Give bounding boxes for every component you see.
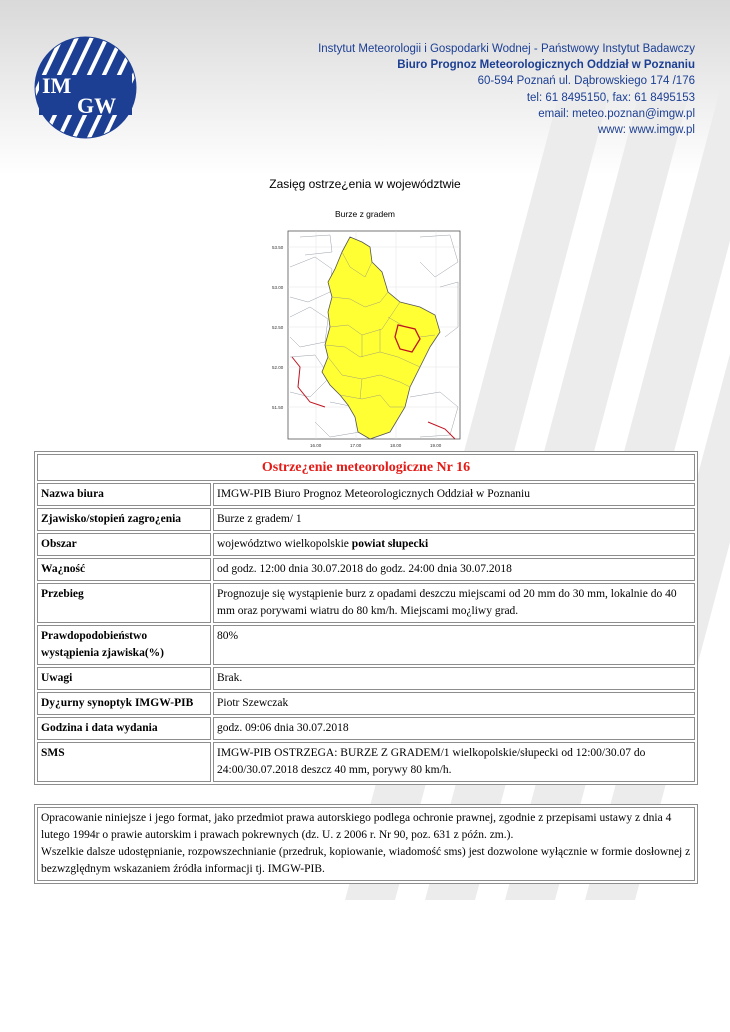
row-label: Nazwa biura <box>37 483 211 506</box>
row-label: SMS <box>37 742 211 782</box>
row-value: od godz. 12:00 dnia 30.07.2018 do godz. 24:00 dnia 30.07.2018 <box>213 558 695 581</box>
row-value: 80% <box>213 625 695 665</box>
office-name: Biuro Prognoz Meteorologicznych Oddział w Poznaniu <box>397 59 695 72</box>
imgw-logo <box>33 35 138 140</box>
row-label: Uwagi <box>37 667 211 690</box>
address: 60-594 Poznań ul. Dąbrowskiego 174 /176 <box>477 75 695 88</box>
institute-info <box>318 41 695 138</box>
lon-label: 17.00 <box>350 443 362 447</box>
copyright-text: Opracowanie niniejsze i jego format, jako przedmiot prawa autorskiego podlega ochronie prawnej, zgodnie z przepisami ustawy z dnia 4 lutego 1994r o prawie autorskim i prawach pokrewnych (dz. U. z 2006 r. Nr 90, poz. 631 z późn. zm.). <box>41 812 672 841</box>
map-figure <box>270 207 470 447</box>
row-value: IMGW-PIB OSTRZEGA: BURZE Z GRADEM/1 wielkopolskie/słupecki od 12:00/30.07 do 24:00/30.07.2018 deszcz 40 mm, porywy 80 km/h. <box>213 742 695 782</box>
row-label: Dy¿urny synoptyk IMGW-PIB <box>37 692 211 715</box>
row-value <box>213 533 695 556</box>
redistribution-text: Wszelkie dalsze udostępnianie, rozpowszechnianie (przedruk, kopiowanie, wiadomość sms) jest dozwolone wyłącznie w formie dosłownej z bezwzględnym wskazaniem źródła informacji tj. IMGW-PIB. <box>41 846 691 875</box>
table-row <box>37 667 695 690</box>
lon-label: 18.00 <box>390 443 402 447</box>
table-row <box>37 692 695 715</box>
table-row <box>37 533 695 556</box>
lon-label: 19.00 <box>430 443 442 447</box>
row-label: Zjawisko/stopień zagro¿enia <box>37 508 211 531</box>
row-value: Piotr Szewczak <box>213 692 695 715</box>
table-row <box>37 483 695 506</box>
row-value: godz. 09:06 dnia 30.07.2018 <box>213 717 695 740</box>
svg-text:IM: IM <box>42 73 72 98</box>
svg-text:GW: GW <box>77 93 117 118</box>
lat-label: 51.50 <box>272 405 284 410</box>
row-value: Brak. <box>213 667 695 690</box>
email[interactable]: email: meteo.poznan@imgw.pl <box>538 107 695 120</box>
warning-title: Ostrze¿enie meteorologiczne Nr 16 <box>37 454 695 481</box>
website[interactable]: www: www.imgw.pl <box>597 124 695 137</box>
copyright-footer <box>34 804 698 884</box>
area-district: powiat słupecki <box>351 538 429 550</box>
lat-label: 52.50 <box>272 325 284 330</box>
table-row <box>37 625 695 665</box>
table-row <box>37 583 695 623</box>
phone-fax: tel: 61 8495150, fax: 61 8495153 <box>526 91 695 104</box>
institute-name: Instytut Meteorologii i Gospodarki Wodnej - Państwowy Instytut Badawczy <box>318 43 695 55</box>
lat-label: 53.00 <box>272 285 284 290</box>
row-value: IMGW-PIB Biuro Prognoz Meteorologicznych Oddział w Poznaniu <box>213 483 695 506</box>
row-label: Prawdopodobieństwo wystąpienia zjawiska(%) <box>37 625 211 665</box>
row-label: Obszar <box>37 533 211 556</box>
row-label: Przebieg <box>37 583 211 623</box>
map-caption: Burze z gradem <box>335 209 395 219</box>
warning-table <box>34 451 698 785</box>
row-value: Burze z gradem/ 1 <box>213 508 695 531</box>
table-row <box>37 717 695 740</box>
lon-label: 16.00 <box>310 443 322 447</box>
map-heading: Zasięg ostrze¿enia w województwie <box>269 177 461 191</box>
area-region: województwo wielkopolskie <box>217 538 349 550</box>
lat-label: 53.50 <box>272 245 284 250</box>
row-label: Godzina i data wydania <box>37 717 211 740</box>
table-row <box>37 558 695 581</box>
table-row <box>37 508 695 531</box>
warning-map <box>270 207 470 447</box>
lat-label: 52.00 <box>272 365 284 370</box>
table-row <box>37 742 695 782</box>
row-label: Wa¿ność <box>37 558 211 581</box>
row-value: Prognozuje się wystąpienie burz z opadami deszczu miejscami od 20 mm do 30 mm, lokalnie do 40 mm oraz porywami wiatru do 80 km/h. Miejscami mo¿liwy grad. <box>213 583 695 623</box>
